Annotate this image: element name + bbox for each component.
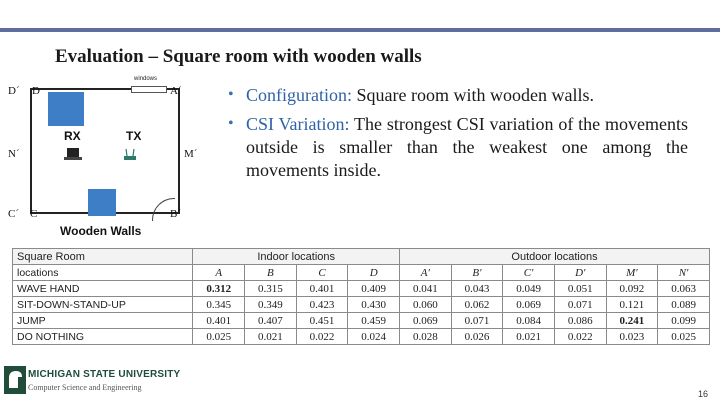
table-cell: 0.026: [451, 329, 503, 345]
router-icon: [122, 146, 138, 162]
column-header: B: [245, 265, 297, 281]
table-cell: 0.025: [658, 329, 710, 345]
row-label: JUMP: [13, 313, 193, 329]
window-label: windows: [134, 76, 158, 82]
table-group-header-row: [13, 249, 710, 265]
tx-label: TX: [126, 129, 142, 143]
row-label: SIT-DOWN-STAND-UP: [13, 297, 193, 313]
bullet-list: [228, 84, 688, 188]
corner-label-d-prime: D´: [8, 85, 20, 97]
table-column-header-row: [13, 265, 710, 281]
table-cell: 0.401: [193, 313, 245, 329]
table-cell: 0.345: [193, 297, 245, 313]
column-header: C′: [503, 265, 555, 281]
plan-caption: Wooden Walls: [60, 224, 142, 238]
spartan-helmet-icon: [4, 366, 26, 394]
table-cell: 0.021: [503, 329, 555, 345]
corner-label-b-prime: B´: [170, 208, 181, 220]
corner-label-c: C: [30, 208, 38, 220]
floor-plan-diagram: [8, 76, 213, 238]
table-cell: 0.060: [400, 297, 452, 313]
table-cell: 0.092: [606, 281, 658, 297]
table-cell: 0.021: [245, 329, 297, 345]
table-cell: 0.121: [606, 297, 658, 313]
table-cell: 0.407: [245, 313, 297, 329]
table-cell: 0.022: [296, 329, 348, 345]
table-cell: 0.089: [658, 297, 710, 313]
top-accent-bar: [0, 28, 720, 32]
outdoor-group-header: Outdoor locations: [400, 249, 710, 265]
bullet-csi-variation: • CSI Variation: The strongest CSI variation of the movements outside is smaller than the weakest one among the movements inside.: [228, 114, 688, 180]
table-cell: 0.315: [245, 281, 297, 297]
bullet-dot-icon: •: [228, 115, 234, 132]
table-cell: 0.051: [554, 281, 606, 297]
laptop-icon: [64, 147, 82, 161]
column-header: A: [193, 265, 245, 281]
table-cell: 0.241: [606, 313, 658, 329]
column-header: D′: [554, 265, 606, 281]
table-cell: 0.312: [193, 281, 245, 297]
column-header: N′: [658, 265, 710, 281]
table-cell: 0.023: [606, 329, 658, 345]
inside-location-box: [48, 92, 84, 126]
table-row: [13, 281, 710, 297]
table-cell: 0.063: [658, 281, 710, 297]
table-cell: 0.423: [296, 297, 348, 313]
column-header: B′: [451, 265, 503, 281]
table-cell: 0.024: [348, 329, 400, 345]
table-cell: 0.041: [400, 281, 452, 297]
department-name: Computer Science and Engineering: [28, 383, 142, 392]
university-name: MICHIGAN STATE UNIVERSITY: [28, 369, 181, 380]
table-cell: 0.401: [296, 281, 348, 297]
corner-label-m-prime: M´: [184, 148, 198, 160]
corner-label-a-prime: A´: [170, 85, 182, 97]
table-cell: 0.022: [554, 329, 606, 345]
slide-title: Evaluation – Square room with wooden walls: [55, 46, 422, 67]
bullet-dot-icon: •: [228, 86, 234, 103]
table-cell: 0.086: [554, 313, 606, 329]
table-row: [13, 329, 710, 345]
csi-variation-table: [12, 248, 710, 345]
rx-label: RX: [64, 129, 81, 143]
window-marker: [131, 86, 167, 93]
row-label: WAVE HAND: [13, 281, 193, 297]
table-row: [13, 313, 710, 329]
university-logo: [4, 366, 181, 398]
table-cell: 0.451: [296, 313, 348, 329]
corner-label-d: D: [32, 85, 40, 97]
column-header: C: [296, 265, 348, 281]
column-header: D: [348, 265, 400, 281]
indoor-group-header: Indoor locations: [193, 249, 400, 265]
column-header: A′: [400, 265, 452, 281]
table-cell: 0.062: [451, 297, 503, 313]
table-cell: 0.069: [503, 297, 555, 313]
table-row: [13, 297, 710, 313]
table-cell: 0.099: [658, 313, 710, 329]
table-cell: 0.071: [451, 313, 503, 329]
row-label: DO NOTHING: [13, 329, 193, 345]
table-cell: 0.409: [348, 281, 400, 297]
table-cell: 0.071: [554, 297, 606, 313]
locations-label: locations: [13, 265, 193, 281]
table-cell: 0.459: [348, 313, 400, 329]
outside-location-box: [88, 189, 116, 216]
column-header: M′: [606, 265, 658, 281]
table-cell: 0.069: [400, 313, 452, 329]
corner-label-n-prime: N´: [8, 148, 20, 160]
bullet-configuration: • Configuration: Square room with wooden walls.: [228, 85, 594, 105]
table-cell: 0.084: [503, 313, 555, 329]
table-cell: 0.430: [348, 297, 400, 313]
table-cell: 0.043: [451, 281, 503, 297]
table-cell: 0.349: [245, 297, 297, 313]
table-corner-label: Square Room: [13, 249, 193, 265]
table-cell: 0.025: [193, 329, 245, 345]
table-cell: 0.028: [400, 329, 452, 345]
page-number: 16: [697, 389, 708, 399]
table-cell: 0.049: [503, 281, 555, 297]
corner-label-c-prime: C´: [8, 208, 19, 220]
